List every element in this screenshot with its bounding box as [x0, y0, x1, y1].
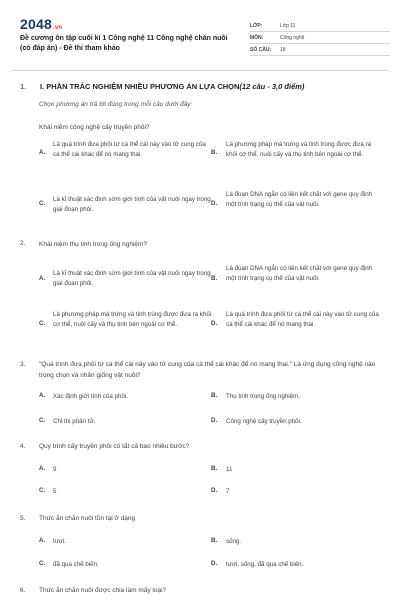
option-letter: A.: [39, 392, 46, 399]
info-label: MÔN:: [250, 34, 264, 41]
option-letter: D.: [211, 200, 218, 207]
logo-suffix: .vn: [52, 25, 63, 31]
option-letter: C.: [39, 200, 46, 207]
option-letter: C.: [39, 487, 46, 494]
info-row-count: [250, 44, 390, 56]
option-letter: B.: [211, 275, 218, 282]
option-text[interactable]: Là đoạn DNA ngắn có liên kết chặt với gene quy định một tính trạng cụ thể của vật nuôi.: [226, 265, 373, 282]
info-value: 18: [280, 46, 286, 53]
section-instruction: Chọn phương án trả lời đúng trong mỗi câu dưới đây:: [39, 101, 193, 108]
option-text[interactable]: 9: [53, 466, 57, 473]
header-divider: [12, 70, 388, 71]
info-label: LỚP:: [250, 22, 263, 29]
info-value: Lớp 11: [280, 22, 296, 29]
info-value: Công nghệ: [280, 34, 305, 41]
section-title-text: I. PHẦN TRẮC NGHIỆM NHIỀU PHƯƠNG ÁN LỰA CHỌN: [40, 82, 240, 91]
info-row-class: [250, 20, 390, 32]
option-text[interactable]: 7: [226, 488, 230, 495]
question-3-number: 3.: [20, 361, 26, 368]
option-text[interactable]: Là kĩ thuật xác định sớm giới tính của vật nuôi ngay trong giai đoạn phôi.: [53, 196, 211, 213]
option-text[interactable]: Thụ tinh trong ống nghiệm.: [226, 393, 300, 400]
info-label: SỐ CÂU:: [250, 46, 272, 53]
question-6-number: 6.: [20, 587, 26, 594]
option-text[interactable]: Chỉ thị phân tử.: [53, 418, 96, 425]
option-letter: B.: [211, 149, 218, 156]
option-letter: C.: [39, 417, 46, 424]
question-2-text: Khái niệm thụ tinh trong ống nghiệm?: [39, 241, 148, 248]
option-letter: A.: [39, 149, 46, 156]
option-text[interactable]: Xác định giới tính của phôi.: [53, 393, 128, 400]
option-text[interactable]: tươi.: [53, 538, 67, 545]
document-title: Đề cương ôn tập cuối kì 1 Công nghệ 11 Công nghệ chăn nuôi (có đáp án) - Đề thi tham khảo: [20, 35, 228, 52]
option-text[interactable]: Là đoạn DNA ngắn có liên kết chặt với gene quy định một tính trạng cụ thể của vật nuôi.: [226, 191, 373, 208]
info-row-subject: [250, 32, 390, 44]
option-text[interactable]: Là quá trình đưa phôi từ cá thể cái này vào tử cung của cá thể cái khác để nó mang thai.: [226, 311, 379, 328]
option-letter: D.: [211, 417, 218, 424]
option-text[interactable]: tươi, sống, đã qua chế biến.: [226, 561, 304, 568]
section-title-score: (12 câu - 3,0 điểm): [239, 82, 305, 91]
question-3-text: "Quá trình đưa phôi từ cá thể cái này vào tử cung của cá thể cái khác để nó mang thai." Là ứng dụng công nghệ nào trong chọn và nhân giống vật nuôi?: [39, 361, 376, 379]
question-5-text: Thức ăn chăn nuôi tồn tại ở dạng: [39, 515, 136, 522]
option-letter: A.: [39, 465, 46, 472]
info-table: [250, 20, 390, 56]
option-letter: A.: [39, 275, 46, 282]
option-letter: D.: [211, 487, 218, 494]
option-letter: D.: [211, 560, 218, 567]
question-4-text: Quy trình cấy truyền phôi có tất cả bao nhiêu bước?: [39, 443, 190, 450]
option-text[interactable]: 5: [53, 488, 57, 495]
option-letter: A.: [39, 537, 46, 544]
option-text[interactable]: Là phương pháp mà trứng và tinh trùng được đưa ra khỏi cơ thể, nuôi cấy và thụ tinh bên ngoài cơ thể.: [226, 141, 372, 158]
section-number: 1.: [20, 82, 27, 91]
option-text[interactable]: sống.: [226, 538, 242, 545]
option-letter: C.: [39, 320, 46, 327]
option-letter: D.: [211, 320, 218, 327]
option-text[interactable]: đã qua chế biến.: [53, 561, 99, 568]
document-header: [20, 12, 390, 62]
option-letter: B.: [211, 465, 218, 472]
question-6-text: Thức ăn chăn nuôi được chia làm mấy loại?: [39, 587, 167, 594]
option-text[interactable]: Là phương pháp mà trứng và tinh trùng được đưa ra khỏi cơ thể, nuôi cấy và thụ tinh bên ngoài cơ thể.: [53, 311, 212, 328]
question-4-number: 4.: [20, 443, 26, 450]
option-letter: B.: [211, 537, 218, 544]
option-text[interactable]: Là kĩ thuật xác định sớm giới tính của vật nuôi ngay trong giai đoạn phôi.: [53, 270, 211, 287]
option-letter: B.: [211, 392, 218, 399]
section-title: [20, 82, 304, 91]
option-letter: C.: [39, 560, 46, 567]
question-1-text: Khái niệm công nghệ cấy truyền phôi?: [39, 124, 150, 131]
option-text[interactable]: Là quá trình đưa phôi từ cá thể cái này vào tử cung của cá thể cái khác để nó mang thai.: [53, 141, 206, 158]
logo-text: 2048: [20, 16, 52, 32]
question-5-number: 5.: [20, 515, 26, 522]
option-text[interactable]: Công nghệ cấy truyền phôi.: [226, 418, 302, 425]
site-logo[interactable]: [20, 16, 62, 32]
question-2-number: 2.: [20, 240, 26, 247]
option-text[interactable]: 11: [226, 466, 233, 473]
